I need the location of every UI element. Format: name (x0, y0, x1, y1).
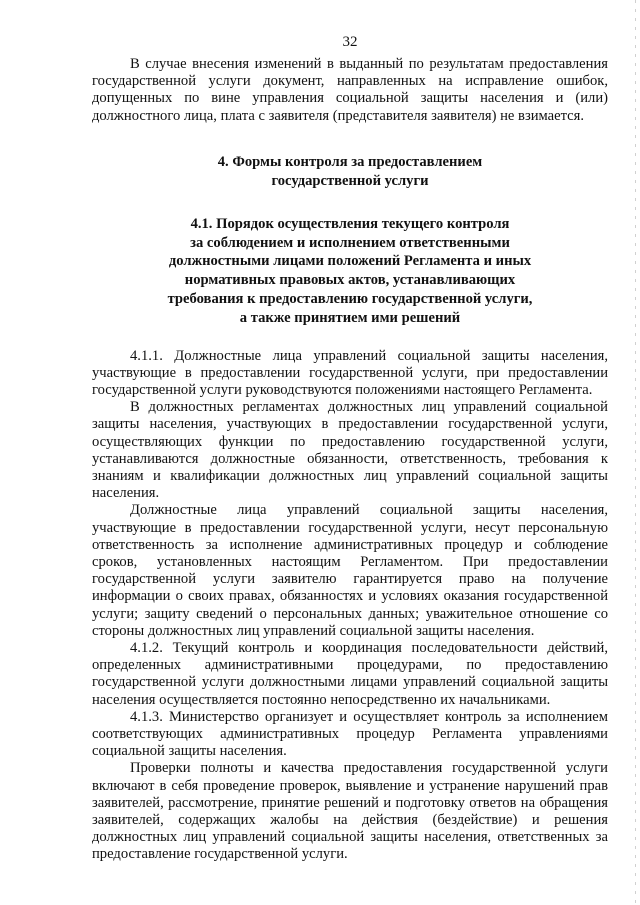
paragraph-responsibility: Должностные лица управлений социальной защиты населения, участвующие в предоставлении государственной услуги, несут персональную ответственность за исполнение административных процедур и соблюдение сроков, установленных настоящим Регламентом. При предоставлении государственной услуги заявителю гарантируется право на получение информации о своих правах, обязанностях и условиях оказания государственной услуги; защиту сведений о персональных данных; уважительное отношение со стороны должностных лиц управлений социальной защиты населения. (92, 502, 608, 639)
paragraph-4-1-3: 4.1.3. Министерство организует и осуществляет контроль за исполнением соответствующих административных процедур Регламента управлениями социальной защиты населения. (92, 708, 608, 760)
paragraph-4-1-2: 4.1.2. Текущий контроль и координация последовательности действий, определенных административными процедурами, по предоставлению государственной услуги должностными лицами управлений социальной защиты населения осуществляется постоянно непосредственно их начальниками. (92, 640, 608, 708)
intro-paragraph: В случае внесения изменений в выданный по результатам предоставления государственной услуги документ, направленных на исправление ошибок, допущенных по вине управления социальной защиты населения и (или) должностного лица, плата с заявителя (представителя заявителя) не взимается. (92, 56, 608, 124)
section-heading-line: 4. Формы контроля за предоставлением (217, 153, 483, 170)
subsection-heading-line: а также принятием ими решений (239, 309, 461, 326)
section-heading-line: государственной услуги (271, 172, 429, 189)
page-number: 32 (342, 34, 358, 50)
paragraph-job-regulations: В должностных регламентах должностных лиц управлений социальной защиты населения, участвующих в предоставлении государственной услуги, осуществляющих функции по предоставлению государственной услуги, устанавливаются должностные обязанности, ответственность, требования к знаниям и квалификации должностных лиц управлений социальной защиты населения. (92, 399, 608, 502)
scan-edge-mark (635, 0, 636, 905)
subsection-heading-line: требования к предоставлению государственной услуги, (167, 291, 533, 307)
subsection-heading-line: должностными лицами положений Регламента и иных (168, 253, 532, 270)
subsection-heading-line: за соблюдением и исполнением ответственными (190, 234, 510, 251)
body-text (92, 348, 608, 864)
subsection-heading-line: 4.1. Порядок осуществления текущего контроля (190, 215, 510, 232)
subsection-heading-line: нормативных правовых актов, устанавливающих (184, 272, 516, 289)
subsection-heading (92, 215, 608, 328)
paragraph-inspections: Проверки полноты и качества предоставления государственной услуги включают в себя проведение проверок, выявление и устранение нарушений прав заявителей, рассмотрение, принятие решений и подготовку ответов на обращения заявителей, содержащих жалобы на действия (бездействие) и решения должностных лиц управлений социальной защиты населения, ответственных за предоставление государственной услуги. (92, 760, 608, 863)
section-heading (92, 153, 608, 191)
page-content (92, 56, 608, 864)
paragraph-4-1-1: 4.1.1. Должностные лица управлений социальной защиты населения, участвующие в предоставлении государственной услуги, при предоставлении государственной услуги руководствуются положениями настоящего Регламента. (92, 347, 608, 398)
